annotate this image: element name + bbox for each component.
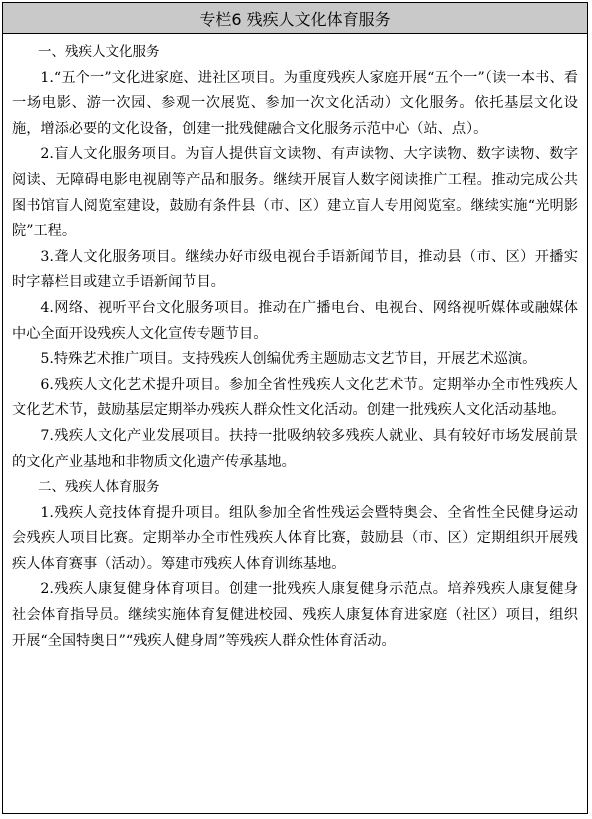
culture-item-1: 1.“五个一”文化进家庭、进社区项目。为重度残疾人家庭开展“五个一”（读一本书、看一场电影、游一次园、参观一次展览、参加一次文化活动）文化服务。依托基层文化设施，增添必要的文化设备，创建一批残健融合文化服务示范中心（站、点）。 xyxy=(12,69,578,137)
sports-item-2: 2.残疾人康复健身体育项目。创建一批残疾人康复健身示范点。培养残疾人康复健身社会体育指导员。继续实施体育复健进校园、残疾人康复体育进家庭（社区）项目，组织开展“全国特奥日”“残疾人健身周”等残疾人群众性体育活动。 xyxy=(12,581,578,649)
culture-item-7: 7.残疾人文化产业发展项目。扶持一批吸纳较多残疾人就业、具有较好市场发展前景的文化产业基地和非物质文化遗产传承基地。 xyxy=(12,427,578,470)
culture-item-4: 4.网络、视听平台文化服务项目。推动在广播电台、电视台、网络视听媒体或融媒体中心全面开设残疾人文化宣传专题节目。 xyxy=(12,299,578,342)
culture-item-6: 6.残疾人文化艺术提升项目。参加全省性残疾人文化艺术节。定期举办全市性残疾人文化艺术节，鼓励基层定期举办残疾人群众性文化活动。创建一批残疾人文化活动基地。 xyxy=(12,376,578,419)
column-title: 专栏6 残疾人文化体育服务 xyxy=(3,3,587,34)
column-content xyxy=(3,34,587,654)
section-heading-sports: 二、残疾人体育服务 xyxy=(38,479,160,496)
culture-item-3: 3.聋人文化服务项目。继续办好市级电视台手语新闻节目，推动县（市、区）开播实时字幕栏目或建立手语新闻节目。 xyxy=(12,248,578,291)
section-heading-culture: 一、残疾人文化服务 xyxy=(38,44,160,60)
culture-item-5: 5.特殊艺术推广项目。支持残疾人创编优秀主题励志文艺节目，开展艺术巡演。 xyxy=(40,351,537,368)
sports-item-1: 1.残疾人竞技体育提升项目。组队参加全省性残运会暨特奥会、全省性全民健身运动会残疾人项目比赛。定期举办全市性残疾人体育比赛，鼓励县（市、区）定期组织开展残疾人体育赛事（活动）。筹建市残疾人体育训练基地。 xyxy=(12,504,578,572)
culture-item-2: 2.盲人文化服务项目。为盲人提供盲文读物、有声读物、大字读物、数字读物、数字阅读、无障碍电影电视剧等产品和服务。继续开展盲人数字阅读推广工程。推动完成公共图书馆盲人阅览室建设，鼓励有条件县（市、区）建立盲人专用阅览室。继续实施“光明影院”工程。 xyxy=(12,146,578,240)
column-box xyxy=(2,2,588,814)
